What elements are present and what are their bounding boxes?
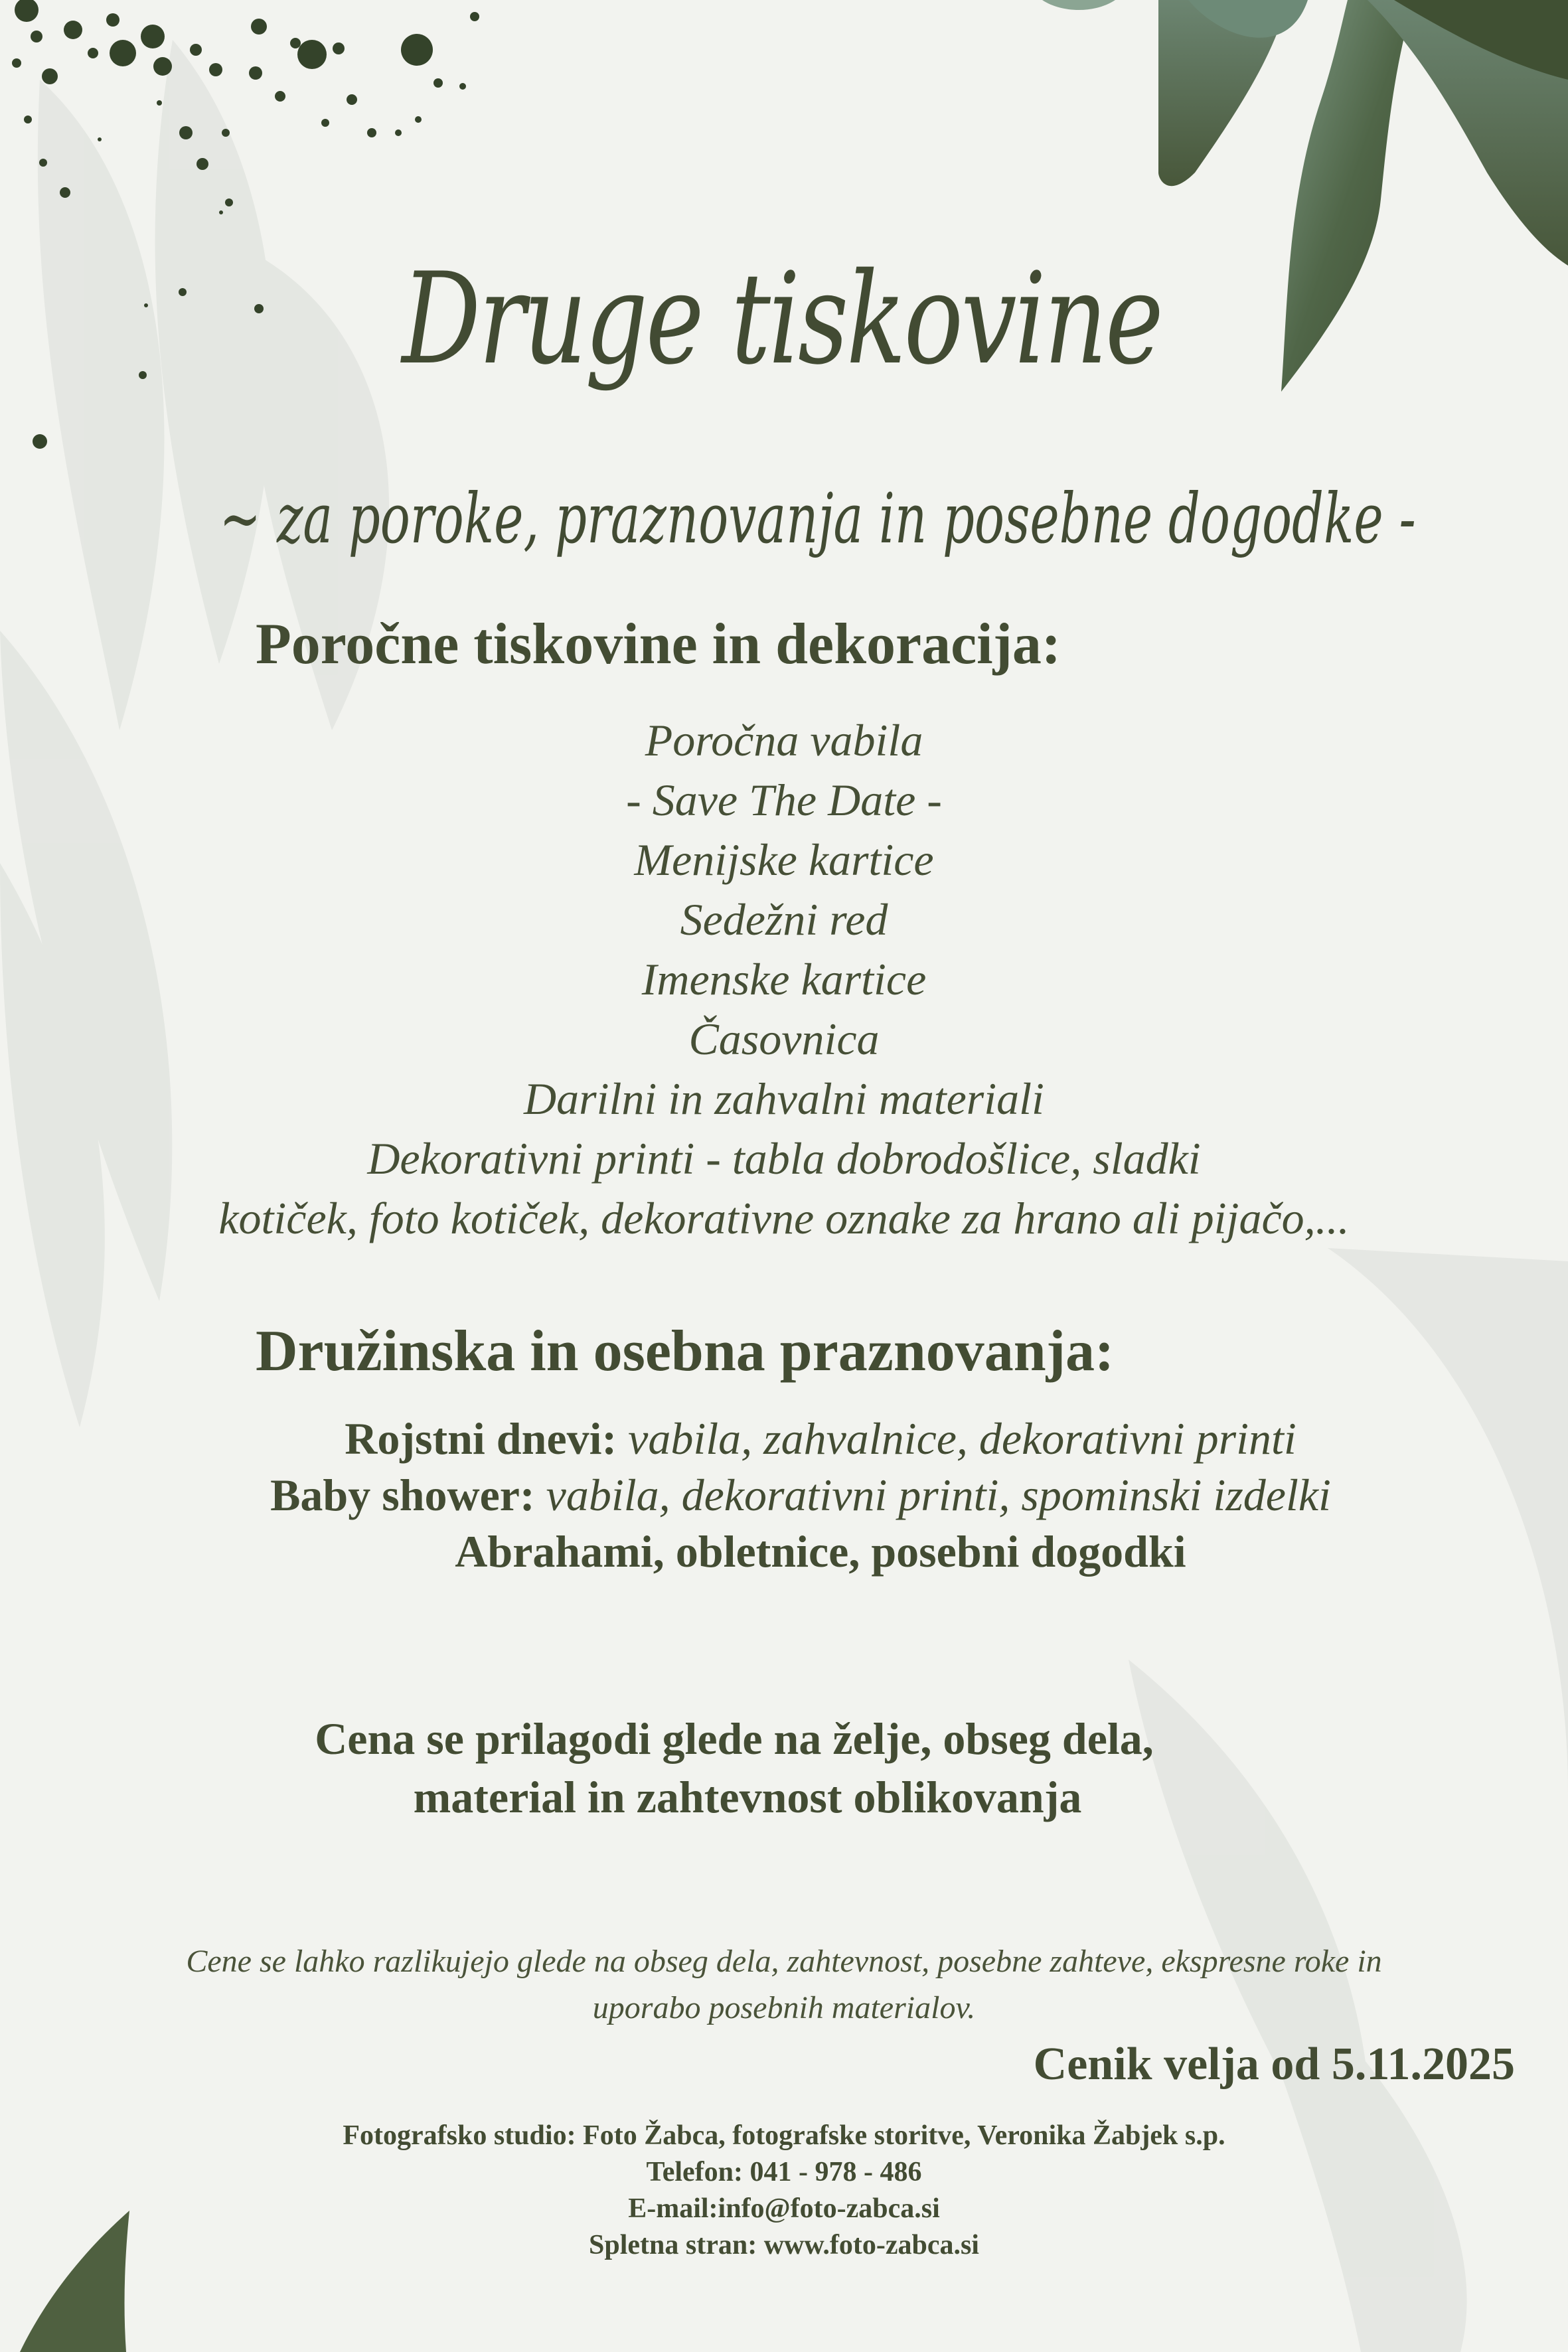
row-text: vabila, zahvalnice, dekorativni printi (617, 1413, 1296, 1464)
list-item: Darilni in zahvalni materiali (524, 1073, 1044, 1124)
family-row-anniversaries: Abrahami, obletnice, posebni dogodki (455, 1526, 1186, 1577)
disclaimer-line: uporabo posebnih materialov. (592, 1990, 976, 2025)
family-section-heading: Družinska in osebna praznovanja: (256, 1319, 1115, 1383)
family-row-baby-shower (33, 1467, 1568, 1524)
list-item: Poročna vabila (645, 715, 923, 765)
contact-footer (0, 2118, 1568, 2264)
page-subtitle: ~ za poroke, praznovanja in posebne dogodke - (219, 478, 1416, 559)
price-note (0, 1709, 1568, 1826)
list-item: Časovnica (688, 1014, 880, 1064)
list-item: kotiček, foto kotiček, dekorativne oznake za hrano ali pijačo,... (218, 1193, 1350, 1243)
family-celebrations-list (0, 1411, 1568, 1580)
list-item: Menijske kartice (634, 834, 934, 885)
row-label: Rojstni dnevi: (345, 1413, 617, 1464)
wedding-section-heading: Poročne tiskovine in dekoracija: (256, 612, 1061, 676)
price-disclaimer (40, 1938, 1528, 2031)
email-address: E-mail:info@foto-zabca.si (628, 2193, 940, 2224)
list-item: Dekorativni printi - tabla dobrodošlice, sladki (367, 1133, 1201, 1184)
list-item: - Save The Date - (626, 775, 942, 825)
list-item: Imenske kartice (641, 954, 927, 1004)
studio-name: Fotografsko studio: Foto Žabca, fotografske storitve, Veronika Žabjek s.p. (343, 2120, 1225, 2151)
disclaimer-line: Cene se lahko razlikujejo glede na obseg dela, zahtevnost, posebne zahteve, ekspresne roke in (186, 1944, 1382, 1979)
row-label: Baby shower: (270, 1470, 535, 1520)
row-text: vabila, dekorativni printi, spominski izdelki (534, 1470, 1331, 1520)
price-note-line: material in zahtevnost oblikovanja (413, 1772, 1082, 1822)
website-url: Spletna stran: www.foto-zabca.si (589, 2230, 979, 2260)
phone-number: Telefon: 041 - 978 - 486 (646, 2157, 922, 2187)
valid-from-date: Cenik velja od 5.11.2025 (1033, 2039, 1515, 2090)
list-item: Sedežni red (680, 894, 888, 945)
page-title: Druge tiskovine (402, 246, 1162, 392)
family-row-birthdays (73, 1411, 1568, 1467)
wedding-items-list (0, 710, 1568, 1248)
price-note-line: Cena se prilagodi glede na želje, obseg dela, (315, 1713, 1154, 1764)
